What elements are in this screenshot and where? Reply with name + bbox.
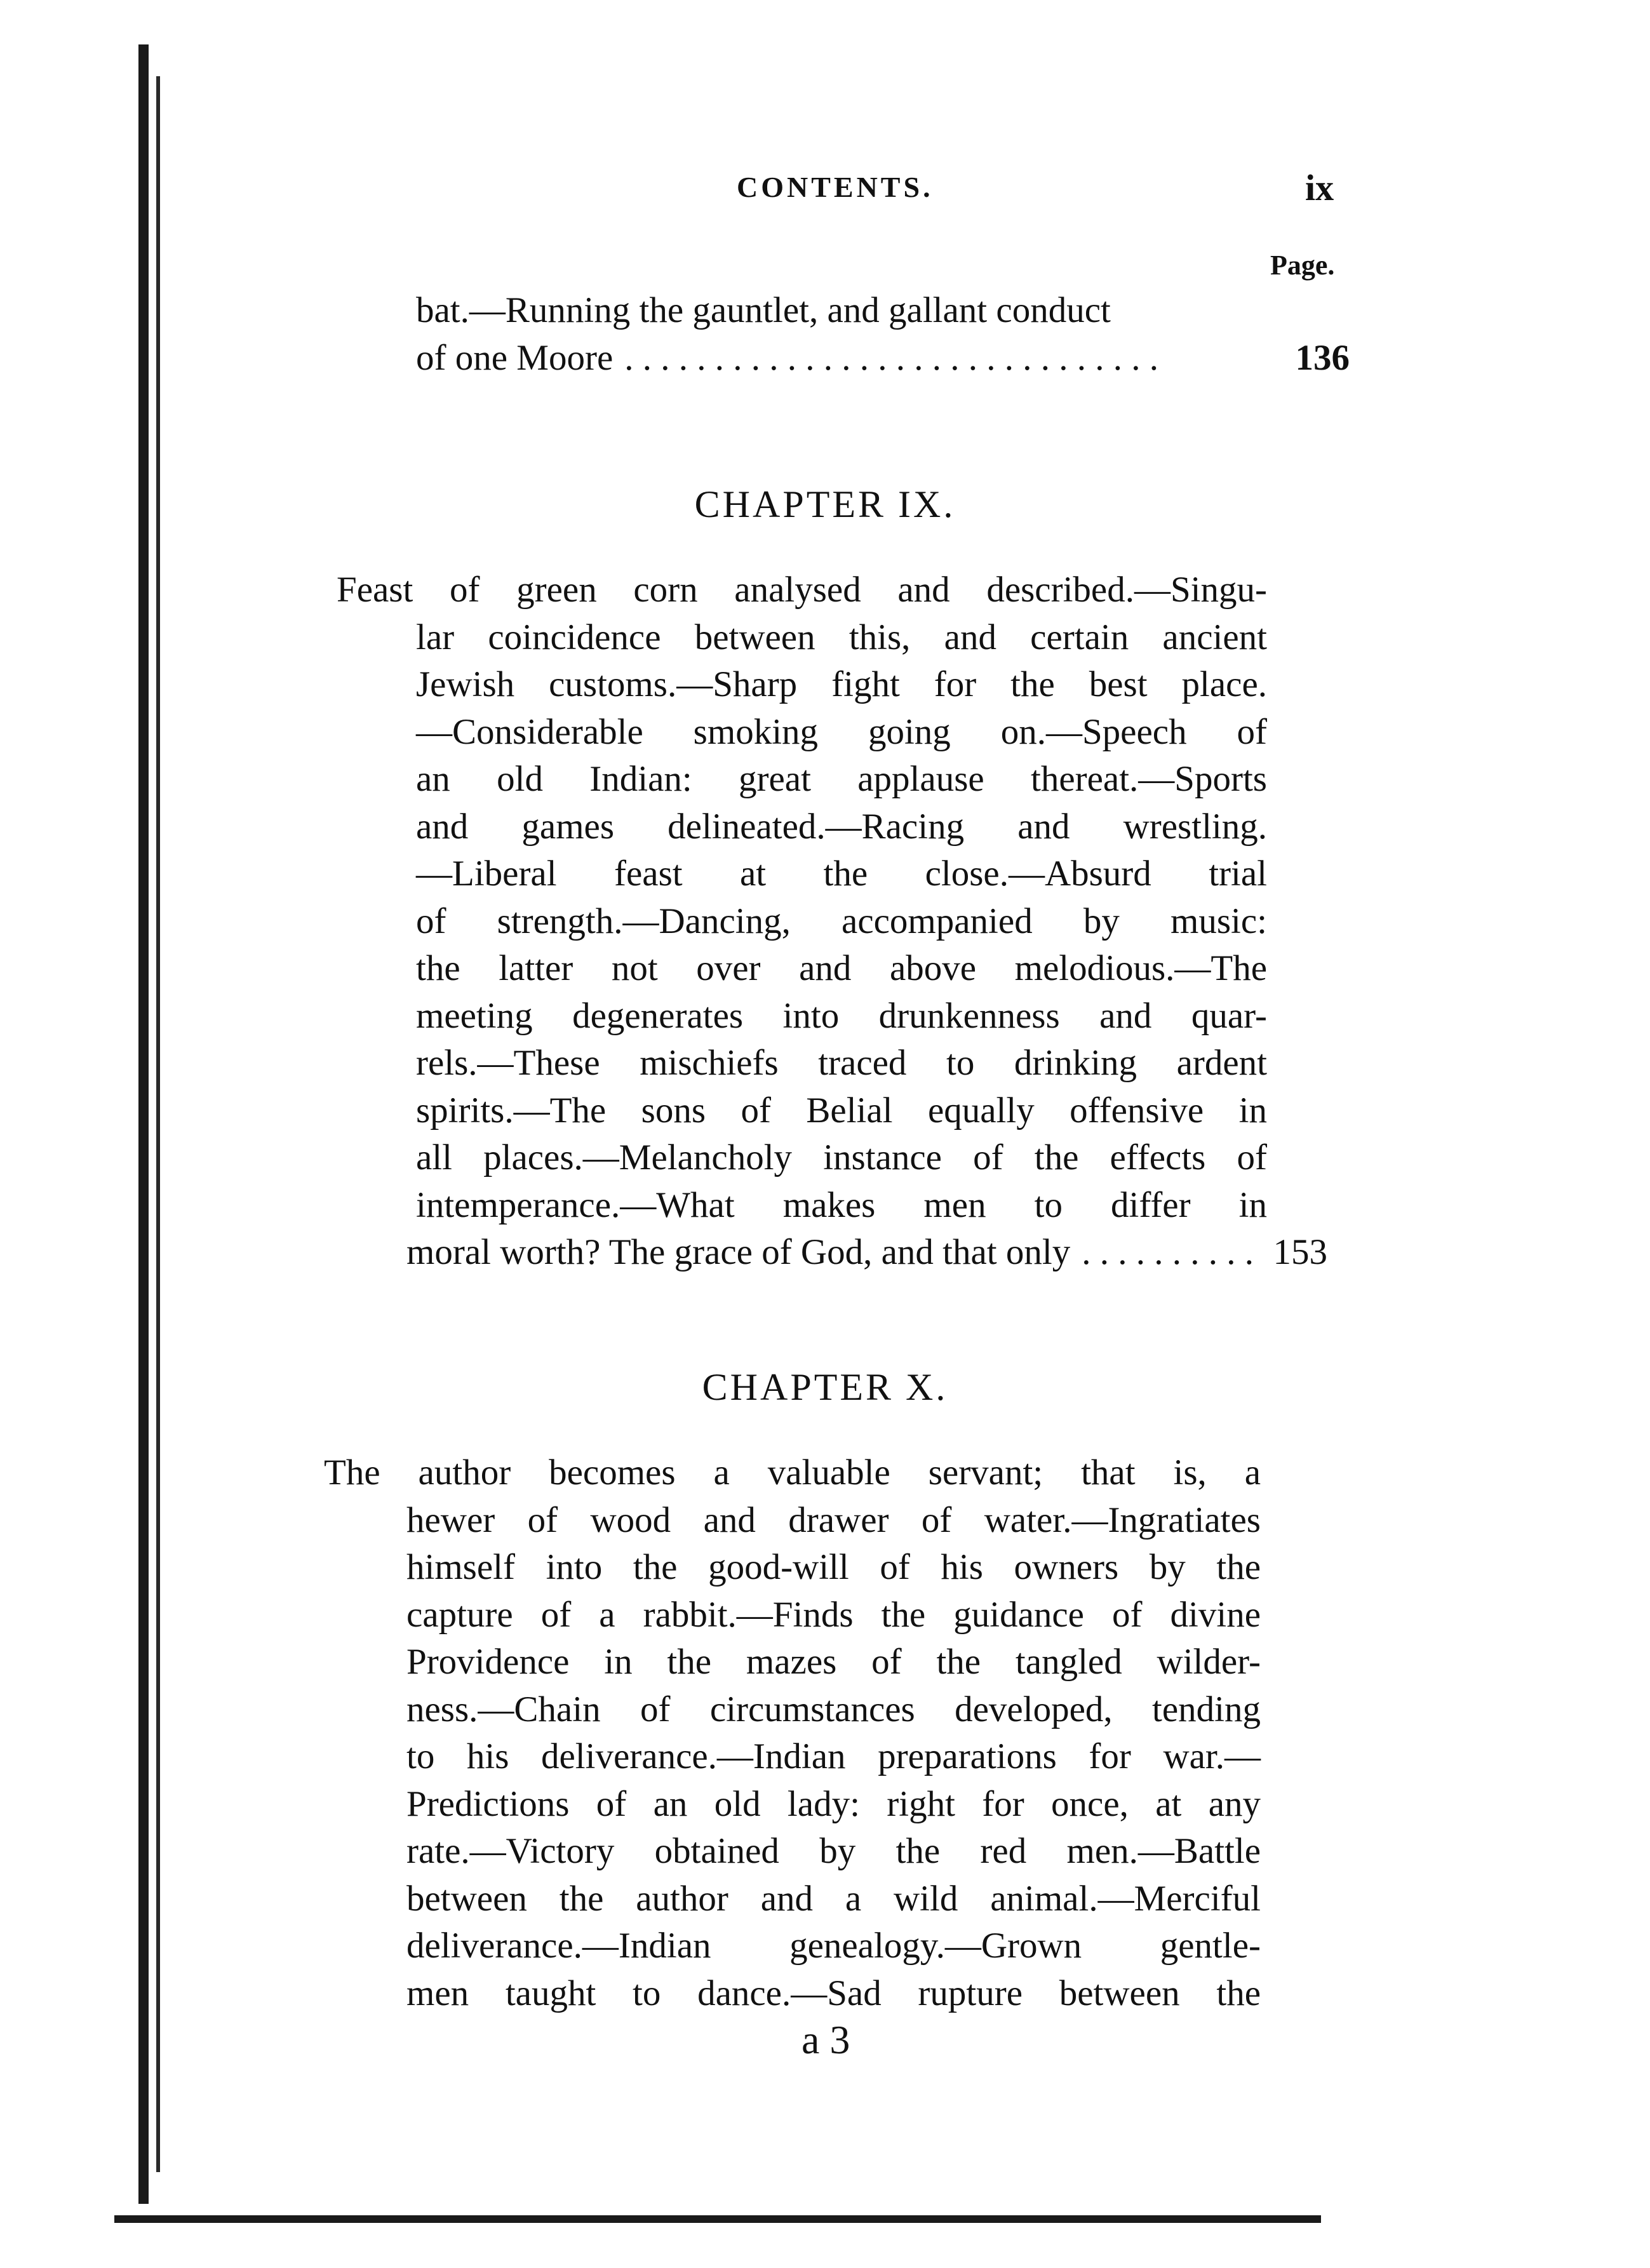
summary-line: Providence in the mazes of the tangled wilder- <box>406 1642 1261 1682</box>
chapter-summary <box>337 567 1340 1277</box>
summary-line: an old Indian: great applause thereat.—Sports <box>416 759 1267 799</box>
summary-line: spirits.—The sons of Belial equally offensive in <box>416 1090 1267 1131</box>
page-header <box>0 167 1650 215</box>
chapter-summary <box>324 1449 1327 2017</box>
dot-leader: . . . . . . . . . . <box>1082 1232 1254 1272</box>
summary-last-text: moral worth? The grace of God, and that only <box>406 1232 1071 1272</box>
folio-number: ix <box>1305 167 1334 208</box>
page-bottom-edge <box>114 2215 1321 2223</box>
summary-line: himself into the good-will of his owners by the <box>406 1547 1261 1587</box>
page-binding-edge <box>138 44 149 2204</box>
summary-line: men taught to dance.—Sad rupture between the <box>406 1973 1261 2013</box>
summary-line: and games delineated.—Racing and wrestling. <box>416 806 1267 847</box>
entry-last-text: of one Moore <box>416 337 614 378</box>
summary-line: rels.—These mischiefs traced to drinking ardent <box>416 1043 1267 1083</box>
contents-entry <box>416 287 1350 382</box>
chapter-heading: CHAPTER X. <box>702 1366 948 1408</box>
summary-line: meeting degenerates into drunkenness and quar- <box>416 995 1267 1036</box>
summary-line: deliverance.—Indian genealogy.—Grown gentle- <box>406 1926 1261 1966</box>
summary-line: Predictions of an old lady: right for once, at any <box>406 1783 1261 1824</box>
page-column-label: Page. <box>1270 250 1335 281</box>
summary-line: ness.—Chain of circumstances developed, tending <box>406 1689 1261 1729</box>
entry-page-number: 136 <box>1295 337 1350 378</box>
summary-last-line <box>406 1229 1327 1277</box>
summary-line: lar coincidence between this, and certain ancient <box>416 617 1267 657</box>
dot-leader: . . . . . . . . . . . . . . . . . . . . . . . . . . . . . . <box>624 337 1158 378</box>
summary-line: between the author and a wild animal.—Merciful <box>406 1878 1261 1919</box>
summary-line: of strength.—Dancing, accompanied by music: <box>416 901 1267 941</box>
summary-line: —Liberal feast at the close.—Absurd trial <box>416 854 1267 894</box>
entry-line: bat.—Running the gauntlet, and gallant conduct <box>416 290 1111 330</box>
summary-line: all places.—Melancholy instance of the effects of <box>416 1137 1267 1178</box>
page-binding-edge-inner <box>156 76 160 2172</box>
summary-line: The author becomes a valuable servant; that is, a <box>324 1453 1261 1493</box>
summary-line: capture of a rabbit.—Finds the guidance of divine <box>406 1594 1261 1635</box>
summary-line: intemperance.—What makes men to differ in <box>416 1184 1267 1225</box>
summary-line: —Considerable smoking going on.—Speech of <box>416 711 1267 752</box>
chapter-heading: CHAPTER IX. <box>694 483 956 525</box>
summary-line: Jewish customs.—Sharp fight for the best place. <box>416 664 1267 704</box>
summary-line: to his deliverance.—Indian preparations for war.— <box>406 1736 1261 1776</box>
summary-line: the latter not over and above melodious.—The <box>416 948 1267 988</box>
signature-mark: a 3 <box>802 2017 850 2062</box>
chapter-page-number: 153 <box>1273 1232 1327 1272</box>
summary-line: hewer of wood and drawer of water.—Ingratiates <box>406 1500 1261 1540</box>
entry-last-line <box>416 335 1350 382</box>
running-title: CONTENTS. <box>737 171 934 203</box>
summary-line: Feast of green corn analysed and described.—Singu- <box>337 570 1267 610</box>
summary-line: rate.—Victory obtained by the red men.—Battle <box>406 1831 1261 1871</box>
